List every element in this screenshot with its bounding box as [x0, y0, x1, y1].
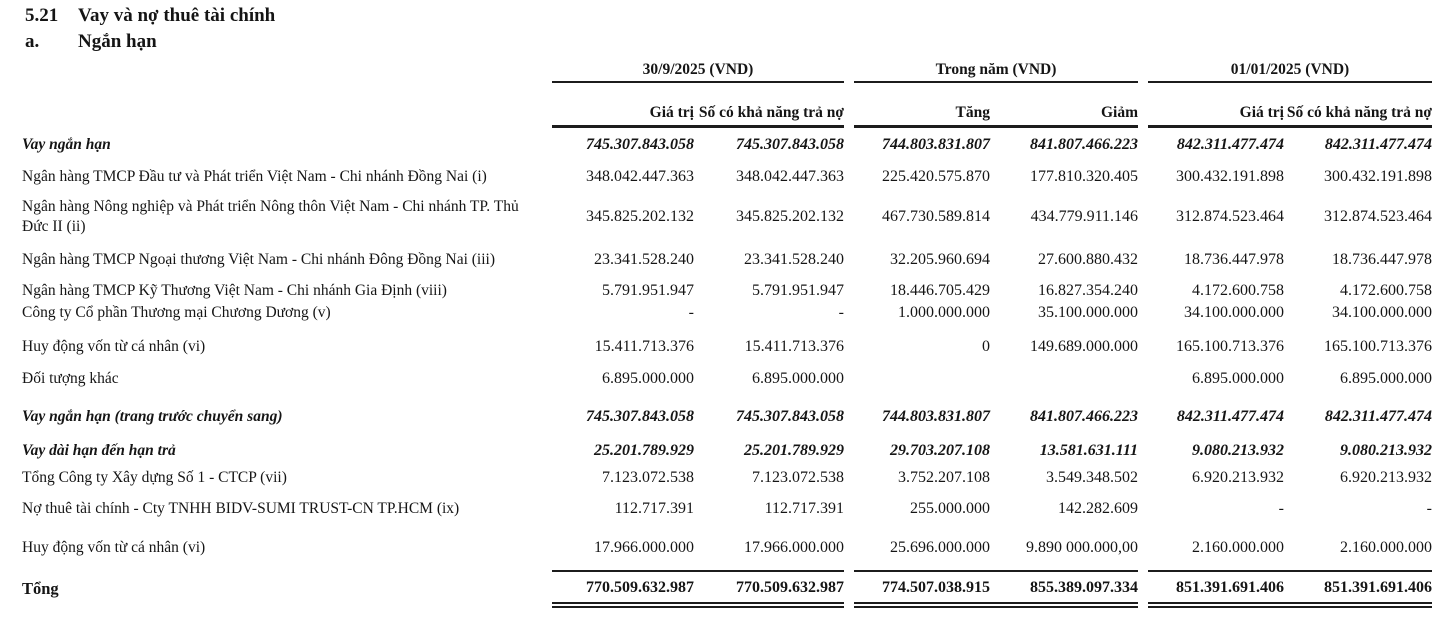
- section-number: 5.21: [25, 5, 59, 26]
- cell-value: 27.600.880.432: [1038, 251, 1138, 269]
- row-label: Vay dài hạn đến hạn trả: [22, 442, 176, 460]
- cell-value: 744.803.831.807: [882, 408, 990, 426]
- header-label-spacer: [0, 61, 552, 128]
- cell-value: 149.689.000.000: [1030, 337, 1138, 355]
- cell-value: 9.890 000.000,00: [1026, 538, 1138, 556]
- row-label: Đối tượng khác: [22, 369, 119, 387]
- column-group-title: 01/01/2025 (VND): [1148, 61, 1432, 83]
- row-label: Ngân hàng TMCP Ngoại thương Việt Nam - Chi nhánh Đông Đồng Nai (iii): [22, 251, 496, 269]
- cell-value: 25.201.789.929: [594, 442, 694, 460]
- cell-value: 225.420.575.870: [882, 168, 990, 186]
- table-row: [0, 337, 1441, 357]
- cell-value: 0: [982, 337, 990, 355]
- cell-value: 345.825.202.132: [736, 208, 844, 226]
- column-group-30-9-2025: [552, 61, 844, 128]
- cell-value: 18.736.447.978: [1184, 251, 1284, 269]
- cell-value: 300.432.191.898: [1324, 168, 1432, 186]
- column-group-01-01-2025: [1148, 61, 1432, 128]
- cell-value: 842.311.477.474: [1324, 408, 1432, 426]
- cell-value: 112.717.391: [614, 500, 694, 518]
- cell-value: 467.730.589.814: [882, 208, 990, 226]
- column-group-subheaders: [854, 83, 1138, 125]
- cell-value: 5.791.951.947: [752, 282, 844, 300]
- cell-value: 5.791.951.947: [602, 282, 694, 300]
- row-label: Huy động vốn từ cá nhân (vi): [22, 337, 206, 355]
- cell-value: 841.807.466.223: [1030, 136, 1138, 154]
- subsection-letter: a.: [25, 31, 40, 52]
- cell-value: 32.205.960.694: [890, 251, 990, 269]
- table-row: [0, 195, 1441, 239]
- cell-value: 841.807.466.223: [1030, 408, 1138, 426]
- cell-value: 6.920.213.932: [1192, 469, 1284, 487]
- cell-value: 2.160.000.000: [1340, 538, 1432, 556]
- cell-value: 25.696.000.000: [890, 538, 990, 556]
- cell-value: 23.341.528.240: [594, 251, 694, 269]
- column-header-so-co-kha-nang-tra-no: Số có khả năng trả nợ: [698, 103, 844, 121]
- column-group-title: 30/9/2025 (VND): [552, 61, 844, 83]
- cell-value: 345.825.202.132: [586, 208, 694, 226]
- cell-value: 23.341.528.240: [744, 251, 844, 269]
- cell-value: 35.100.000.000: [1038, 303, 1138, 321]
- cell-value: 165.100.713.376: [1176, 337, 1284, 355]
- table-header: [0, 61, 1441, 128]
- table-row: [0, 167, 1441, 187]
- cell-value: 3.752.207.108: [898, 469, 990, 487]
- cell-value: 34.100.000.000: [1184, 303, 1284, 321]
- cell-value: 9.080.213.932: [1340, 442, 1432, 460]
- cell-value: 13.581.631.111: [1039, 442, 1138, 460]
- cell-value: 3.549.348.502: [1046, 469, 1138, 487]
- cell-value: 312.874.523.464: [1176, 208, 1284, 226]
- cell-value: 745.307.843.058: [736, 136, 844, 154]
- cell-value: 6.920.213.932: [1340, 469, 1432, 487]
- row-label: Vay ngắn hạn (trang trước chuyển sang): [22, 407, 283, 425]
- table-row: [0, 407, 1441, 427]
- cell-value: 842.311.477.474: [1324, 136, 1432, 154]
- cell-value: 7.123.072.538: [602, 469, 694, 487]
- table-row: [0, 303, 1441, 323]
- cell-value: 7.123.072.538: [752, 469, 844, 487]
- column-header-giam: Giảm: [1100, 103, 1138, 121]
- total-value: 851.391.691.406: [1148, 570, 1284, 608]
- cell-value: 312.874.523.464: [1324, 208, 1432, 226]
- cell-value: -: [1426, 500, 1432, 518]
- cell-value: -: [688, 303, 694, 321]
- total-value: 770.509.632.987: [552, 570, 694, 608]
- column-group-subheaders: [552, 83, 844, 125]
- section-heading: [0, 5, 1441, 27]
- cell-value: 29.703.207.108: [890, 442, 990, 460]
- cell-value: 18.446.705.429: [890, 282, 990, 300]
- cell-value: 300.432.191.898: [1176, 168, 1284, 186]
- column-header-gia-tri: Giá trị: [1239, 103, 1284, 121]
- cell-value: -: [838, 303, 844, 321]
- cell-value: 348.042.447.363: [736, 168, 844, 186]
- column-header-so-co-kha-nang-tra-no: Số có khả năng trả nợ: [1286, 103, 1432, 121]
- table-row: [0, 441, 1441, 461]
- row-label: Ngân hàng TMCP Kỹ Thương Việt Nam - Chi nhánh Gia Định (viii): [22, 282, 447, 300]
- cell-value: 6.895.000.000: [1192, 369, 1284, 387]
- cell-value: 15.411.713.376: [594, 337, 694, 355]
- row-label: Huy động vốn từ cá nhân (vi): [22, 538, 206, 556]
- row-label: Nợ thuê tài chính - Cty TNHH BIDV-SUMI TRUST-CN TP.HCM (ix): [22, 500, 460, 518]
- total-value: 770.509.632.987: [694, 570, 844, 608]
- cell-value: 745.307.843.058: [586, 408, 694, 426]
- cell-value: 1.000.000.000: [898, 303, 990, 321]
- total-value: 774.507.038.915: [854, 570, 990, 608]
- cell-value: 165.100.713.376: [1324, 337, 1432, 355]
- subsection-title: Ngắn hạn: [78, 31, 157, 52]
- cell-value: 18.736.447.978: [1332, 251, 1432, 269]
- total-row: [0, 570, 1441, 608]
- cell-value: 348.042.447.363: [586, 168, 694, 186]
- cell-value: 744.803.831.807: [882, 136, 990, 154]
- total-value: 851.391.691.406: [1284, 570, 1432, 608]
- cell-value: 112.717.391: [764, 500, 844, 518]
- cell-value: 17.966.000.000: [744, 538, 844, 556]
- section-title: Vay và nợ thuê tài chính: [78, 5, 276, 26]
- cell-value: 15.411.713.376: [744, 337, 844, 355]
- column-header-tang: Tăng: [955, 103, 990, 121]
- cell-value: 745.307.843.058: [736, 408, 844, 426]
- cell-value: 17.966.000.000: [594, 538, 694, 556]
- table-row: [0, 281, 1441, 301]
- table-row: [0, 135, 1441, 155]
- cell-value: 16.827.354.240: [1038, 282, 1138, 300]
- column-group-title: Trong năm (VND): [854, 61, 1138, 83]
- table-row: [0, 250, 1441, 270]
- total-value: 855.389.097.334: [990, 570, 1138, 608]
- cell-value: 34.100.000.000: [1332, 303, 1432, 321]
- cell-value: 842.311.477.474: [1176, 408, 1284, 426]
- cell-value: 25.201.789.929: [744, 442, 844, 460]
- column-group-subheaders: [1148, 83, 1432, 125]
- cell-value: 842.311.477.474: [1176, 136, 1284, 154]
- table-row: [0, 538, 1441, 558]
- cell-value: 434.779.911.146: [1030, 208, 1138, 226]
- column-group-trong-nam: [854, 61, 1138, 128]
- cell-value: 4.172.600.758: [1340, 282, 1432, 300]
- table-row: [0, 468, 1441, 488]
- row-label: Ngân hàng TMCP Đầu tư và Phát triển Việt Nam - Chi nhánh Đồng Nai (i): [22, 168, 487, 186]
- cell-value: 177.810.320.405: [1030, 168, 1138, 186]
- row-label: Công ty Cổ phần Thương mại Chương Dương (v): [22, 303, 331, 321]
- cell-value: -: [1278, 500, 1284, 518]
- cell-value: 6.895.000.000: [1340, 369, 1432, 387]
- column-header-gia-tri: Giá trị: [649, 103, 694, 121]
- row-label: Tổng Công ty Xây dựng Số 1 - CTCP (vii): [22, 469, 287, 487]
- cell-value: 6.895.000.000: [752, 369, 844, 387]
- table-row: [0, 369, 1441, 389]
- table-row: [0, 499, 1441, 519]
- cell-value: 745.307.843.058: [586, 136, 694, 154]
- cell-value: 6.895.000.000: [602, 369, 694, 387]
- cell-value: 142.282.609: [1058, 500, 1138, 518]
- total-label: Tổng: [22, 578, 59, 598]
- cell-value: 4.172.600.758: [1192, 282, 1284, 300]
- cell-value: 9.080.213.932: [1192, 442, 1284, 460]
- row-label: Ngân hàng Nông nghiệp và Phát triển Nông thôn Việt Nam - Chi nhánh TP. Thủ Đức II (ii): [22, 198, 519, 236]
- subsection-heading: [0, 31, 1441, 53]
- row-label: Vay ngắn hạn: [22, 136, 111, 153]
- cell-value: 255.000.000: [910, 500, 990, 518]
- cell-value: 2.160.000.000: [1192, 538, 1284, 556]
